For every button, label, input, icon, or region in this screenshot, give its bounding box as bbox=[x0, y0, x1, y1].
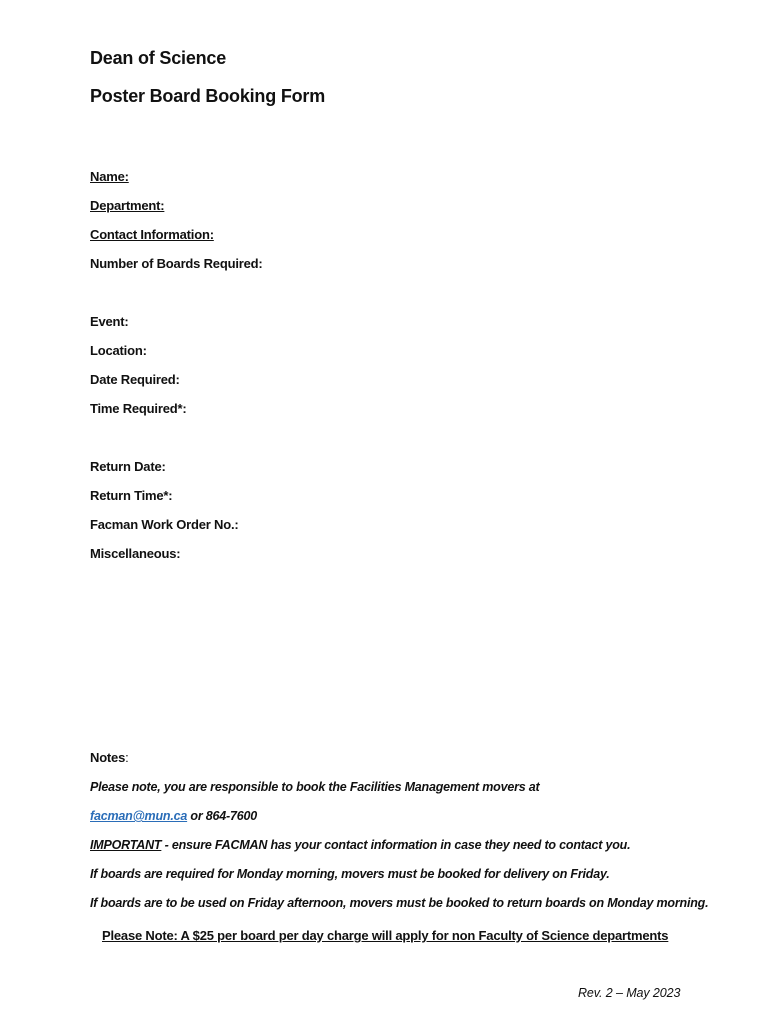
note-monday: If boards are required for Monday morning, movers must be booked for delivery on Friday. bbox=[90, 867, 610, 881]
charge-notice: Please Note: A $25 per board per day charge will apply for non Faculty of Science departments bbox=[102, 928, 669, 943]
field-time-required-label: Time Required*: bbox=[90, 401, 187, 416]
field-name-label: Name: bbox=[90, 169, 129, 184]
field-work-order-label: Facman Work Order No.: bbox=[90, 517, 239, 532]
field-department-label: Department: bbox=[90, 198, 165, 213]
note-friday: If boards are to be used on Friday afternoon, movers must be booked to return boards on Monday morning. bbox=[90, 896, 709, 910]
field-return-date-label: Return Date: bbox=[90, 459, 166, 474]
note-contact-line bbox=[90, 809, 257, 823]
revision-footer: Rev. 2 – May 2023 bbox=[578, 986, 681, 1000]
important-label: IMPORTANT bbox=[90, 838, 162, 852]
field-date-required-label: Date Required: bbox=[90, 372, 180, 387]
field-boards-label: Number of Boards Required: bbox=[90, 256, 263, 271]
field-return-time-label: Return Time*: bbox=[90, 488, 173, 503]
note-booking-responsibility: Please note, you are responsible to book the Facilities Management movers at bbox=[90, 780, 540, 794]
field-location-label: Location: bbox=[90, 343, 147, 358]
important-text: - ensure FACMAN has your contact information in case they need to contact you. bbox=[161, 838, 631, 852]
field-event-label: Event: bbox=[90, 314, 129, 329]
facman-email-link[interactable]: facman@mun.ca bbox=[90, 809, 188, 823]
notes-heading-colon: : bbox=[125, 750, 129, 765]
notes-heading-text: Notes bbox=[90, 750, 126, 765]
note-important bbox=[90, 838, 630, 852]
field-misc-label: Miscellaneous: bbox=[90, 546, 181, 561]
notes-heading bbox=[90, 750, 129, 765]
field-contact-label: Contact Information: bbox=[90, 227, 214, 242]
page-header-line1: Dean of Science bbox=[90, 48, 227, 68]
note-phone: or 864-7600 bbox=[187, 809, 257, 823]
page-title: Poster Board Booking Form bbox=[90, 86, 326, 106]
